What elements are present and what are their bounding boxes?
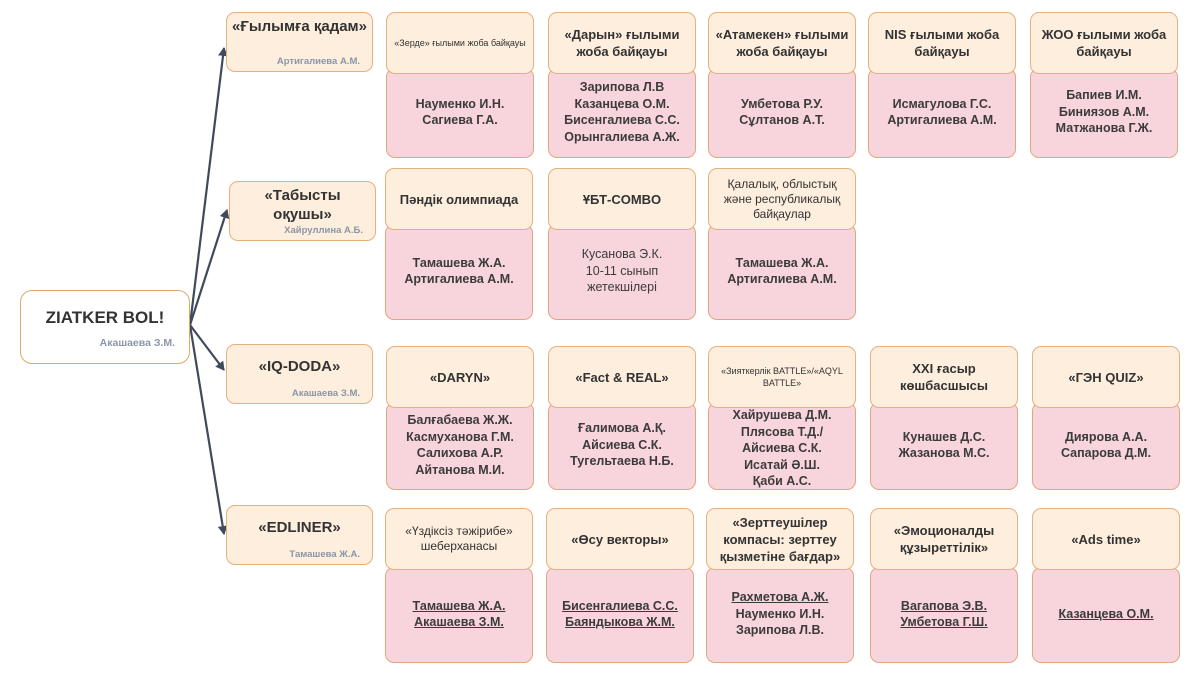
responsible-name: Матжанова Г.Ж.: [1055, 121, 1153, 136]
card-responsible-list: [1032, 402, 1180, 490]
responsible-name: Исатай Ә.Ш.: [744, 457, 820, 472]
responsible-name: Ғалимова А.Қ.: [578, 421, 666, 436]
card-title: «Үздіксіз тәжірибе» шеберханасы: [385, 508, 533, 570]
project-card-daryn: [548, 12, 696, 158]
responsible-name: Рахметова А.Ж.: [731, 590, 829, 605]
project-card-joo: [1030, 12, 1178, 158]
arrow-to-gylymga-qadam: [190, 48, 224, 325]
project-card-battle: [708, 346, 856, 490]
responsible-name: Плясова Т.Д./: [740, 424, 824, 439]
card-title: «Fact & REAL»: [548, 346, 696, 408]
card-title: «Эмоционалды құзыреттілік»: [870, 508, 1018, 570]
responsible-name: Сапарова Д.М.: [1060, 446, 1152, 460]
responsible-name: Тугельтаева Н.Б.: [570, 454, 674, 469]
category-iq-doda: [226, 344, 373, 404]
responsible-name: Айсиева С.К.: [742, 441, 822, 455]
responsible-name: Салихова А.Р.: [416, 446, 504, 460]
category-owner: Акашаева З.М.: [291, 388, 360, 399]
responsible-name: Баяндыкова Ж.М.: [565, 615, 675, 629]
category-title: «Табысты оқушы»: [264, 187, 341, 223]
responsible-name: Кунашев Д.С.: [902, 429, 986, 444]
responsible-name: Орынгалиева А.Ж.: [564, 129, 680, 144]
category-title: «EDLINER»: [258, 519, 341, 536]
responsible-name: Балғабаева Ж.Ж.: [407, 413, 513, 427]
card-responsible-list: [868, 68, 1016, 158]
arrow-to-iq-doda: [190, 325, 224, 370]
category-tabysty-oqushy: [229, 181, 376, 241]
responsible-name: Касмуханова Г.М.: [406, 429, 514, 444]
responsible-name: Науменко И.Н.: [735, 606, 825, 621]
card-title: «Дарын» ғылыми жоба байқауы: [548, 12, 696, 74]
responsible-name: Жазанова М.С.: [898, 446, 990, 460]
responsible-name: Артигалиева А.М.: [887, 113, 997, 127]
responsible-name: Исмагулова Г.С.: [892, 96, 992, 111]
card-responsible-list: [708, 68, 856, 158]
responsible-name: Зарипова Л.В: [579, 80, 665, 94]
responsible-name: Умбетова Г.Ш.: [900, 615, 988, 629]
responsible-name: Артигалиева А.М.: [727, 272, 837, 286]
card-responsible-list: [708, 402, 856, 490]
project-card-growth-vector: [546, 508, 694, 663]
arrow-to-tabysty-oqushy: [190, 210, 227, 325]
project-card-xxi-leader: [870, 346, 1018, 490]
responsible-name: Тамашева Ж.А.: [412, 255, 506, 270]
card-title: «Өсу векторы»: [546, 508, 694, 570]
responsible-name: Айтанова М.И.: [415, 462, 505, 477]
category-owner: Артигалиева А.М.: [276, 56, 360, 67]
project-card-contests: [708, 168, 856, 320]
card-title: «Зерде» ғылыми жоба байқауы: [386, 12, 534, 74]
project-card-olympiad: [385, 168, 533, 320]
card-title: «Зерттеушілер компасы: зерттеу қызметіне бағдар»: [706, 508, 854, 570]
responsible-name: Қаби А.С.: [752, 474, 812, 488]
card-responsible-list: [385, 224, 533, 320]
responsible-name: Казанцева О.М.: [574, 96, 670, 111]
card-title: ҰБТ-COMBO: [548, 168, 696, 230]
responsible-name: Артигалиева А.М.: [404, 272, 514, 286]
responsible-name: Акашаева З.М.: [414, 615, 504, 629]
responsible-name: Казанцева О.М.: [1058, 606, 1154, 621]
card-title: Пәндік олимпиада: [385, 168, 533, 230]
project-card-nis: [868, 12, 1016, 158]
project-card-gen-quiz: [1032, 346, 1180, 490]
card-title: «Зияткерлік BATTLE»/«AQYL BATTLE»: [708, 346, 856, 408]
responsible-name: Науменко И.Н.: [415, 96, 505, 111]
root-owner: Акашаева З.М.: [99, 337, 175, 349]
category-owner: Тамашева Ж.А.: [289, 549, 360, 560]
category-gylymga-qadam: [226, 12, 373, 72]
responsible-name: Зарипова Л.В.: [736, 623, 824, 638]
card-title: «Атамекен» ғылыми жоба байқауы: [708, 12, 856, 74]
card-title: «ГЭН QUIZ»: [1032, 346, 1180, 408]
arrow-to-edliner: [190, 325, 224, 534]
card-title: «Ads time»: [1032, 508, 1180, 570]
card-responsible-list: [1032, 567, 1180, 663]
card-responsible-list: [546, 567, 694, 663]
responsible-name: Диярова А.А.: [1064, 429, 1148, 444]
card-responsible-list: [1030, 68, 1178, 158]
responsible-name: Бисенгалиева С.С.: [564, 113, 680, 127]
card-title: «DARYN»: [386, 346, 534, 408]
responsible-name: Биниязов А.М.: [1058, 104, 1150, 119]
card-title: NIS ғылыми жоба байқауы: [868, 12, 1016, 74]
card-responsible-list: [870, 567, 1018, 663]
root-node: [20, 290, 190, 364]
card-responsible-list: [706, 567, 854, 663]
card-title: Қалалық, облыстық және республикалық байқаулар: [708, 168, 856, 230]
responsible-name: Сагиева Г.А.: [422, 113, 498, 127]
responsible-name: Бисенгалиева С.С.: [562, 598, 678, 613]
project-card-fact-real: [548, 346, 696, 490]
project-card-zerde: [386, 12, 534, 158]
responsible-name: 10-11 сынып: [585, 263, 659, 278]
project-card-emotional-competence: [870, 508, 1018, 663]
card-responsible-list: [548, 402, 696, 490]
card-responsible-list: [548, 224, 696, 320]
card-title: ЖОО ғылыми жоба байқауы: [1030, 12, 1178, 74]
responsible-name: Тамашева Ж.А.: [412, 598, 506, 613]
responsible-name: Кусанова Э.К.: [581, 247, 663, 262]
card-responsible-list: [386, 402, 534, 490]
category-edliner: [226, 505, 373, 565]
card-responsible-list: [870, 402, 1018, 490]
category-title: «IQ-DODA»: [258, 358, 341, 375]
category-owner: Хайруллина А.Б.: [284, 225, 363, 236]
project-card-researchers-compass: [706, 508, 854, 663]
responsible-name: Айсиева С.К.: [582, 437, 662, 452]
card-responsible-list: [708, 224, 856, 320]
responsible-name: жетекшілері: [587, 280, 657, 295]
category-title: «Ғылымға қадам»: [232, 18, 367, 35]
project-card-ubt-combo: [548, 168, 696, 320]
project-card-atameken: [708, 12, 856, 158]
card-responsible-list: [385, 567, 533, 663]
project-card-workshop: [385, 508, 533, 663]
responsible-name: Умбетова Р.У.: [741, 96, 823, 111]
root-title: ZIATKER BOL!: [45, 308, 165, 327]
responsible-name: Вагапова Э.В.: [900, 598, 988, 613]
responsible-name: Сұлтанов А.Т.: [739, 113, 825, 127]
responsible-name: Тамашева Ж.А.: [735, 255, 829, 270]
responsible-name: Хайрушева Д.М.: [732, 408, 832, 422]
card-responsible-list: [548, 68, 696, 158]
card-responsible-list: [386, 68, 534, 158]
card-title: XXI ғасыр көшбасшысы: [870, 346, 1018, 408]
responsible-name: Бапиев И.М.: [1066, 88, 1142, 103]
project-card-ads-time: [1032, 508, 1180, 663]
project-card-daryn-quiz: [386, 346, 534, 490]
